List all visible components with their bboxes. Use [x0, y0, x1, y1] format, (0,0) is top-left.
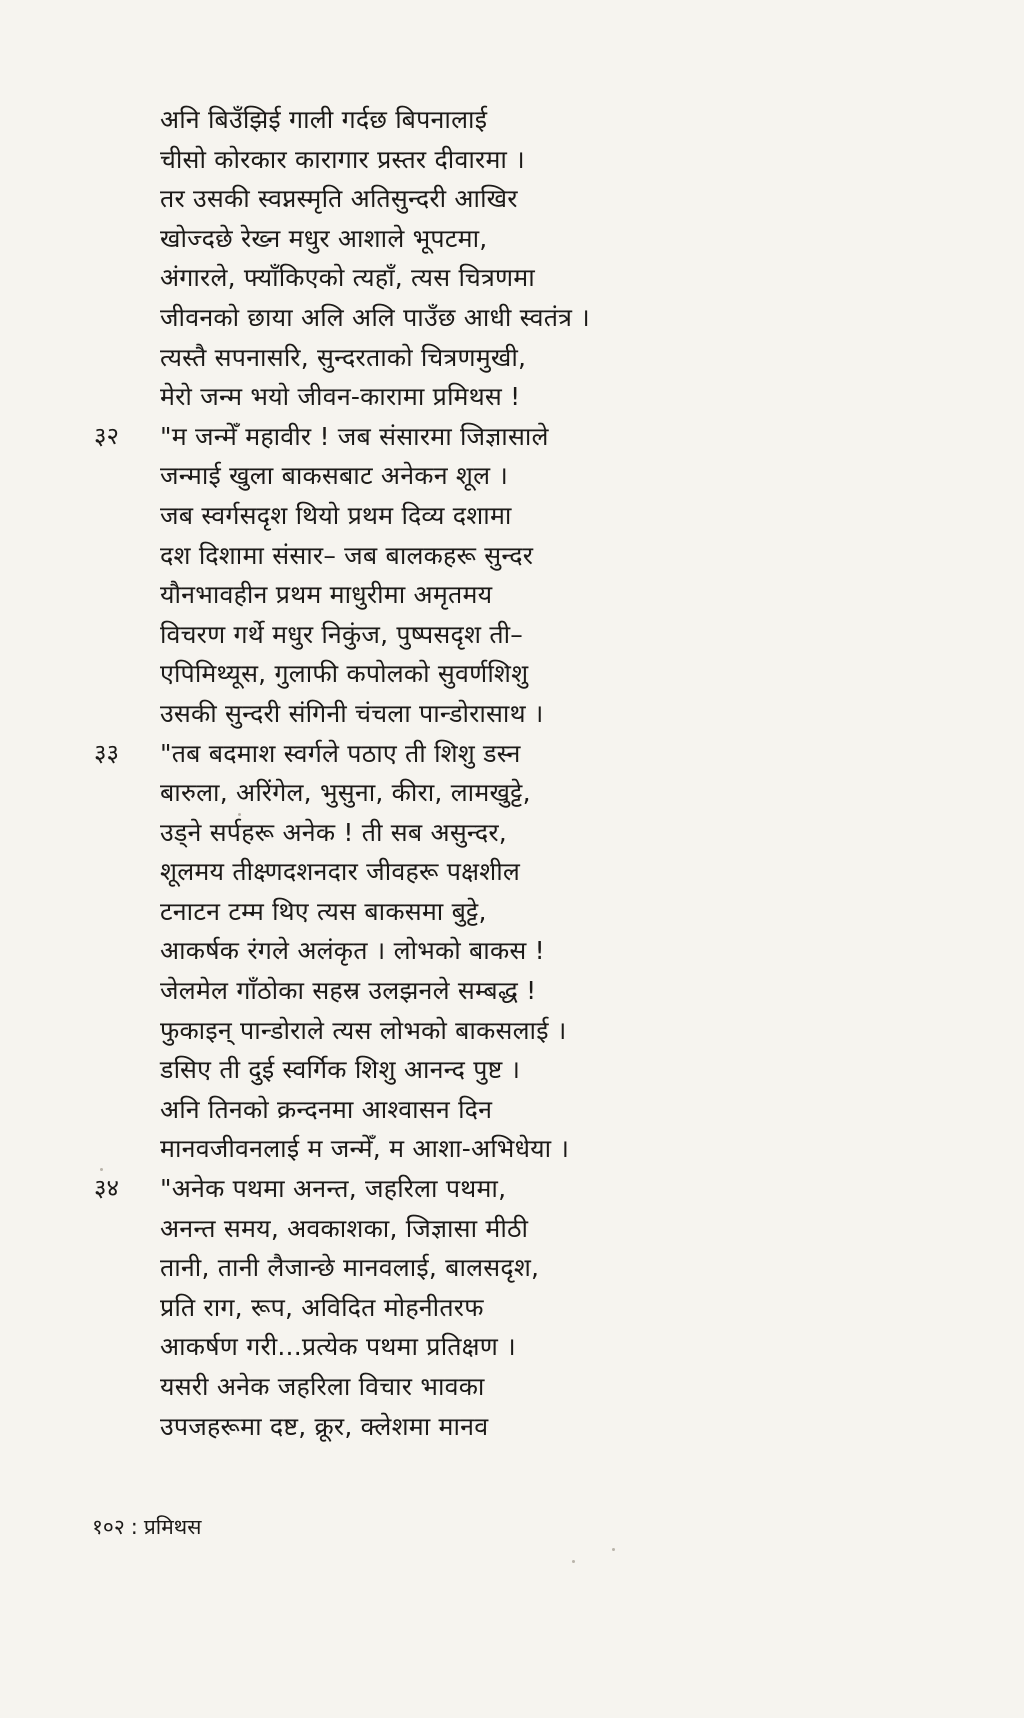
poem-line-text: मानवजीवनलाई म जन्मेँ, म आशा-अभिधेया । [160, 1134, 570, 1164]
poem-line [0, 1367, 1024, 1407]
poem-line-text: आकर्षक रंगले अलंकृत । लोभको बाकस ! [160, 936, 545, 966]
poem-line [0, 1090, 1024, 1130]
poem-line-text: बारुला, अरिंगेल, भुसुना, कीरा, लामखुट्टे, [160, 778, 531, 808]
poem-line [0, 852, 1024, 892]
poem-line-text: जब स्वर्गसदृश थियो प्रथम दिव्य दशामा [160, 500, 512, 530]
poem-line [0, 813, 1024, 853]
poem-line [0, 892, 1024, 932]
poem-line-text: तर उसकी स्वप्नस्मृति अतिसुन्दरी आखिर [160, 184, 518, 214]
poem-line [0, 1209, 1024, 1249]
paper-speck [612, 1548, 615, 1551]
poem-line [0, 417, 1024, 457]
poem-line-text: "तब बदमाश स्वर्गले पठाए ती शिशु डस्न [160, 738, 521, 768]
poem-line-text: उसकी सुन्दरी संगिनी चंचला पान्डोरासाथ । [160, 698, 544, 728]
poem-line [0, 615, 1024, 655]
poem-line-text: खोज्दछे रेख्न मधुर आशाले भूपटमा, [160, 223, 488, 253]
book-title: प्रमिथस [143, 1515, 202, 1539]
poem-line [0, 1327, 1024, 1367]
poem-line-text: फुकाइन् पान्डोराले त्यस लोभको बाकसलाई । [160, 1015, 567, 1045]
poem-line-text: तानी, तानी लैजान्छे मानवलाई, बालसदृश, [160, 1253, 540, 1283]
poem-line [0, 1011, 1024, 1051]
poem-line-text: आकर्षण गरी...प्रत्येक पथमा प्रतिक्षण । [160, 1332, 516, 1362]
poem-line [0, 1169, 1024, 1209]
stanza-number: ३३ [94, 738, 119, 767]
poem-line-text: टनाटन टम्म थिए त्यस बाकसमा बुट्टे, [160, 896, 487, 926]
stanza-number: ३४ [94, 1174, 119, 1203]
poem-line [0, 179, 1024, 219]
footer-separator: : [130, 1515, 138, 1539]
poem-line [0, 773, 1024, 813]
poem-line-text: यौनभावहीन प्रथम माधुरीमा अमृतमय [160, 580, 493, 610]
paper-speck [100, 1168, 103, 1171]
poem-line [0, 734, 1024, 774]
poem-line [0, 931, 1024, 971]
poem-body [0, 100, 1024, 1446]
poem-line [0, 694, 1024, 734]
poem-line [0, 100, 1024, 140]
poem-line-text: यसरी अनेक जहरिला विचार भावका [160, 1372, 485, 1401]
page-number: १०२ [92, 1515, 125, 1539]
poem-line-text: उड्ने सर्पहरू अनेक ! ती सब असुन्दर, [160, 817, 507, 847]
poem-line-text: विचरण गर्थे मधुर निकुंज, पुष्पसदृश ती– [160, 619, 523, 649]
poem-line [0, 1248, 1024, 1288]
poem-line [0, 1129, 1024, 1169]
poem-line-text: अनि तिनको क्रन्दनमा आश्वासन दिन [160, 1094, 493, 1124]
poem-line [0, 496, 1024, 536]
poem-line-text: चीसो कोरकार कारागार प्रस्तर दीवारमा । [160, 144, 525, 174]
poem-line-text: जन्माई खुला बाकसबाट अनेकन शूल । [160, 461, 509, 491]
poem-line [0, 536, 1024, 576]
poem-line-text: त्यस्तै सपनासरि, सुन्दरताको चित्रणमुखी, [160, 342, 527, 372]
poem-line-text: दश दिशामा संसार– जब बालकहरू सुन्दर [160, 540, 534, 570]
page-footer [92, 1512, 201, 1542]
poem-line [0, 456, 1024, 496]
poem-line [0, 1407, 1024, 1447]
paper-speck [572, 1560, 575, 1563]
poem-line-text: प्रति राग, रूप, अविदित मोहनीतरफ [160, 1292, 484, 1322]
poem-line [0, 338, 1024, 378]
poem-line-text: डसिए ती दुई स्वर्गिक शिशु आनन्द पुष्ट । [160, 1055, 521, 1085]
paper-speck [238, 813, 241, 816]
poem-line-text: "म जन्मेँ महावीर ! जब संसारमा जिज्ञासाले [160, 421, 549, 451]
stanza-number: ३२ [94, 421, 119, 450]
poem-line [0, 1050, 1024, 1090]
poem-line [0, 298, 1024, 338]
poem-line [0, 219, 1024, 259]
poem-line [0, 971, 1024, 1011]
poem-line [0, 1288, 1024, 1328]
poem-line [0, 140, 1024, 180]
poem-line [0, 258, 1024, 298]
poem-line-text: जीवनको छाया अलि अलि पाउँछ आधी स्वतंत्र । [160, 302, 590, 332]
poem-line [0, 575, 1024, 615]
poem-line-text: अंगारले, फ्याँकिएको त्यहाँ, त्यस चित्रणमा [160, 263, 535, 293]
poem-line-text: अनि बिउँझिई गाली गर्दछ बिपनालाई [160, 105, 488, 134]
poem-line [0, 377, 1024, 417]
poem-line-text: मेरो जन्म भयो जीवन-कारामा प्रमिथस ! [160, 382, 521, 412]
poem-line [0, 654, 1024, 694]
poem-line-text: जेलमेल गाँठोका सहस्र उलझनले सम्बद्ध ! [160, 976, 537, 1006]
poem-line-text: उपजहरूमा दष्ट, क्रूर, क्लेशमा मानव [160, 1411, 489, 1441]
poem-line-text: एपिमिथ्यूस, गुलाफी कपोलको सुवर्णशिशु [160, 659, 529, 689]
poem-line-text: शूलमय तीक्ष्णदशनदार जीवहरू पक्षशील [160, 857, 521, 887]
poem-line-text: अनन्त समय, अवकाशका, जिज्ञासा मीठी [160, 1213, 529, 1243]
poem-line-text: "अनेक पथमा अनन्त, जहरिला पथमा, [160, 1174, 507, 1204]
